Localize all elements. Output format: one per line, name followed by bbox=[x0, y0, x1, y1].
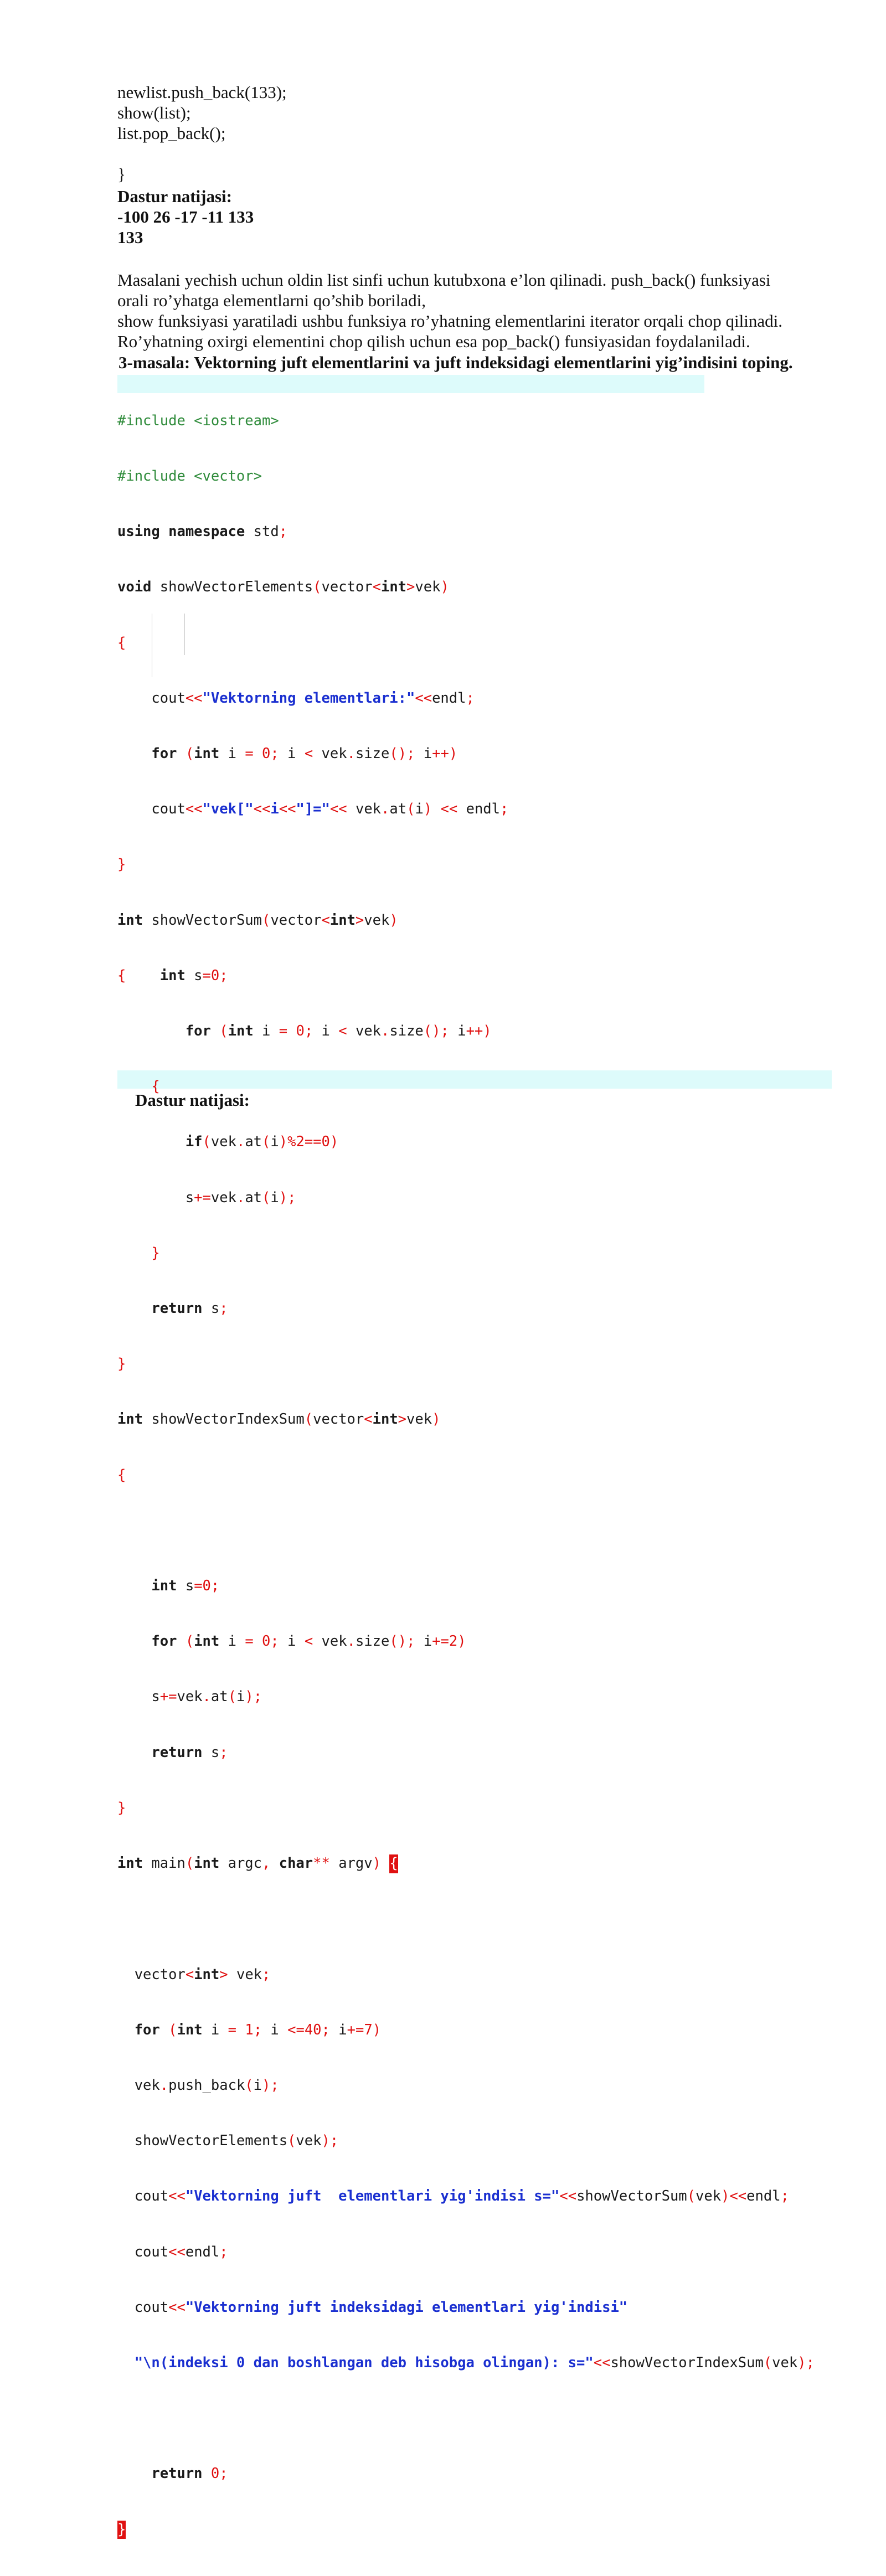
code-token: . bbox=[159, 2077, 169, 2094]
code-token: << bbox=[253, 801, 271, 818]
code-token: ; bbox=[219, 1744, 228, 1761]
code-token: ( bbox=[177, 1633, 194, 1650]
code-token: vector bbox=[321, 579, 373, 596]
intro-line bbox=[117, 143, 287, 164]
code-token: ) bbox=[432, 1411, 441, 1428]
code-line bbox=[117, 1189, 815, 1207]
code-token: return bbox=[117, 1300, 203, 1317]
code-token: 0 bbox=[253, 1633, 271, 1650]
code-token: ( bbox=[304, 1411, 313, 1428]
code-token: 40 bbox=[304, 2021, 322, 2038]
code-token: char bbox=[270, 1855, 313, 1872]
code-token: ; bbox=[270, 1633, 279, 1650]
code-token: i bbox=[270, 1189, 279, 1206]
code-token: ( bbox=[687, 2188, 696, 2205]
code-line bbox=[117, 1522, 815, 1540]
code-token: << bbox=[168, 2188, 186, 2205]
code-token: i bbox=[329, 2021, 347, 2038]
code-token: } bbox=[117, 1244, 160, 1261]
code-token: = bbox=[245, 1633, 254, 1650]
code-token: ( bbox=[313, 579, 322, 596]
code-token: int bbox=[329, 911, 356, 929]
code-token: << bbox=[329, 801, 347, 818]
code-token: ( bbox=[159, 2021, 177, 2038]
code-token: vek bbox=[406, 1411, 432, 1428]
code-line bbox=[117, 412, 815, 430]
code-token: } bbox=[117, 2521, 126, 2539]
intro-line: list.pop_back(); bbox=[117, 123, 226, 143]
code-token: vek bbox=[772, 2354, 798, 2371]
code-token: vek bbox=[347, 1023, 382, 1040]
code-token: "vek[" bbox=[202, 801, 254, 818]
code-token: ; bbox=[321, 2021, 330, 2038]
code-token: showVectorElements bbox=[117, 2132, 288, 2150]
code-token: showVectorElements bbox=[151, 579, 313, 596]
code-token: << bbox=[593, 2354, 611, 2371]
code-token: = bbox=[228, 2021, 236, 2038]
code-token: = bbox=[202, 967, 211, 984]
code-token: += bbox=[194, 1189, 211, 1206]
code-token: ) bbox=[389, 911, 398, 929]
code-token: endl bbox=[432, 689, 466, 707]
code-token: i bbox=[279, 1633, 305, 1650]
code-token: < bbox=[185, 1966, 194, 1983]
code-token: } bbox=[117, 1799, 126, 1816]
code-token: << bbox=[432, 801, 458, 818]
code-token: { bbox=[117, 967, 126, 984]
code-token: ; bbox=[270, 745, 279, 763]
code-token: using namespace bbox=[117, 523, 245, 540]
code-token: << bbox=[559, 2188, 577, 2205]
code-line bbox=[117, 1744, 815, 1762]
code-token: += bbox=[347, 2021, 364, 2038]
code-token: vek bbox=[210, 1189, 236, 1206]
code-token: <= bbox=[287, 2021, 305, 2038]
code-token: ; bbox=[262, 1966, 271, 1983]
code-token: i bbox=[313, 1023, 339, 1040]
code-line bbox=[117, 2409, 815, 2428]
code-token: ( bbox=[202, 1134, 211, 1151]
code-token: 0 bbox=[287, 1023, 305, 1040]
code-token: i bbox=[270, 801, 279, 818]
code-token: 2 bbox=[449, 1633, 458, 1650]
code-token: at bbox=[245, 1134, 262, 1151]
code-token bbox=[381, 1855, 389, 1872]
code-token: at bbox=[389, 801, 407, 818]
code-token: int bbox=[117, 1411, 143, 1428]
intro-line: } bbox=[117, 164, 126, 184]
result-section-1 bbox=[117, 186, 254, 248]
code-token: int bbox=[194, 1855, 220, 1872]
code-token: size bbox=[355, 745, 390, 763]
code-token: "\n(indeksi 0 dan boshlangan deb hisobga olingan): s=" bbox=[117, 2354, 594, 2371]
code-token: = bbox=[279, 1023, 288, 1040]
code-token: int bbox=[117, 1855, 143, 1872]
code-line bbox=[117, 2243, 815, 2261]
code-line bbox=[117, 1966, 815, 1984]
code-token: #include <iostream> bbox=[117, 412, 279, 429]
code-token: } bbox=[117, 856, 126, 873]
code-line bbox=[117, 967, 815, 985]
code-token: . bbox=[381, 801, 390, 818]
code-token: ; bbox=[304, 1023, 313, 1040]
code-token: < bbox=[321, 911, 330, 929]
code-line bbox=[117, 1854, 815, 1873]
code-token: ); bbox=[262, 2077, 279, 2094]
code-token: ( bbox=[262, 1189, 271, 1206]
explanation-line: show funksiyasi yaratiladi ushbu funksiya ro’yhatning elementlarini iterator orqali chop qilinadi. bbox=[117, 311, 782, 331]
code-token: ++) bbox=[466, 1023, 492, 1040]
code-token: vector bbox=[270, 911, 322, 929]
code-token: < bbox=[304, 745, 313, 763]
code-token: i bbox=[219, 1633, 245, 1650]
code-token: "Vektorning elementlari:" bbox=[202, 689, 415, 707]
code-token: vek bbox=[696, 2188, 722, 2205]
code-token: push_back bbox=[168, 2077, 245, 2094]
code-token: i bbox=[415, 745, 432, 763]
code-token: . bbox=[347, 745, 356, 763]
code-token: << bbox=[185, 801, 203, 818]
code-token: void bbox=[117, 579, 152, 596]
code-line bbox=[117, 2021, 815, 2039]
code-token: vector bbox=[313, 1411, 364, 1428]
code-token: (); bbox=[389, 745, 415, 763]
code-token: i bbox=[202, 2021, 228, 2038]
code-token: vek bbox=[228, 1966, 262, 1983]
code-token: int bbox=[380, 579, 407, 596]
code-token: main bbox=[143, 1855, 186, 1872]
code-token: vek bbox=[364, 911, 390, 929]
code-token: 0 bbox=[321, 1134, 330, 1151]
code-token: int bbox=[177, 2021, 203, 2038]
code-token: ) bbox=[721, 2188, 730, 2205]
code-token: ( bbox=[763, 2354, 772, 2371]
code-line bbox=[117, 1632, 815, 1651]
code-line bbox=[117, 2299, 815, 2317]
code-line bbox=[117, 634, 815, 652]
code-line bbox=[117, 1133, 815, 1151]
code-token: "Vektorning juft elementlari yig'indisi s=" bbox=[185, 2188, 560, 2205]
code-line bbox=[117, 800, 815, 818]
code-token: i bbox=[449, 1023, 466, 1040]
code-token: (); bbox=[423, 1023, 449, 1040]
code-token: at bbox=[245, 1189, 262, 1206]
code-line bbox=[117, 2132, 815, 2150]
code-line bbox=[117, 1910, 815, 1928]
code-line bbox=[117, 1355, 815, 1373]
code-token: int bbox=[194, 1966, 220, 1983]
code-token: . bbox=[236, 1189, 245, 1206]
code-line bbox=[117, 1300, 815, 1318]
code-token: at bbox=[210, 1688, 228, 1706]
code-token: i bbox=[236, 1688, 245, 1706]
code-token: += bbox=[159, 1688, 177, 1706]
code-token: < bbox=[338, 1023, 347, 1040]
code-token: 0 bbox=[210, 967, 220, 984]
code-block bbox=[117, 375, 815, 2576]
code-token: if bbox=[117, 1134, 203, 1151]
code-token: > bbox=[355, 911, 364, 929]
code-token: > bbox=[398, 1411, 407, 1428]
code-token: showVectorSum bbox=[576, 2188, 687, 2205]
code-token: 0 bbox=[202, 2465, 220, 2482]
code-line bbox=[117, 523, 815, 541]
explanation-line: Masalani yechish uchun oldin list sinfi uchun kutubxona e’lon qilinadi. push_back() funksiyasi bbox=[117, 270, 771, 290]
code-line bbox=[117, 1410, 815, 1429]
code-token: << bbox=[729, 2188, 747, 2205]
code-token: size bbox=[355, 1633, 390, 1650]
code-token: ; bbox=[466, 689, 475, 707]
code-token: { bbox=[117, 1078, 160, 1095]
code-token: "]=" bbox=[296, 801, 330, 818]
code-token: ( bbox=[228, 1688, 236, 1706]
code-token: > bbox=[219, 1966, 228, 1983]
code-token: << bbox=[415, 689, 432, 707]
code-token: ) bbox=[279, 1134, 288, 1151]
code-token: for bbox=[117, 1633, 177, 1650]
code-token: < bbox=[364, 1411, 373, 1428]
code-token: } bbox=[117, 1356, 126, 1373]
code-token: += bbox=[432, 1633, 449, 1650]
code-line bbox=[117, 1577, 815, 1595]
code-token: s bbox=[117, 1688, 160, 1706]
code-token: for bbox=[117, 745, 177, 763]
explanation bbox=[117, 270, 837, 352]
code-token: ) bbox=[372, 1855, 381, 1872]
code-token: 1 bbox=[236, 2021, 254, 2038]
code-line bbox=[117, 689, 815, 708]
code-token: vek bbox=[210, 1134, 236, 1151]
code-token: s bbox=[117, 1189, 194, 1206]
code-token: ; bbox=[279, 523, 288, 540]
code-token: endl bbox=[185, 2243, 220, 2260]
code-token: cout bbox=[117, 689, 186, 707]
code-token: ) bbox=[440, 579, 449, 596]
code-token: ( bbox=[262, 911, 271, 929]
code-token: ( bbox=[210, 1023, 228, 1040]
code-token: < bbox=[304, 1633, 313, 1650]
code-token: , bbox=[262, 1855, 271, 1872]
code-token: ) bbox=[457, 1633, 466, 1650]
code-line bbox=[117, 1022, 815, 1040]
code-token: vek bbox=[347, 801, 382, 818]
code-token: ; bbox=[219, 2465, 228, 2482]
code-token: showVectorSum bbox=[143, 911, 262, 929]
code-token: s bbox=[202, 1744, 220, 1761]
code-token: 2 bbox=[296, 1134, 305, 1151]
task-title: 3-masala: Vektorning juft elementlarini va juft indeksidagi elementlarini yig’indisini toping. bbox=[119, 353, 793, 372]
code-token: vek bbox=[313, 1633, 347, 1650]
code-token: ; bbox=[500, 801, 509, 818]
code-line bbox=[117, 578, 815, 596]
intro-line: newlist.push_back(133); bbox=[117, 83, 287, 102]
code-token: vector bbox=[117, 1966, 186, 1983]
code-token: s bbox=[202, 1300, 220, 1317]
intro-line: show(list); bbox=[117, 103, 191, 122]
code-token: ; bbox=[210, 1578, 220, 1595]
code-token: i bbox=[415, 801, 424, 818]
code-token: { bbox=[117, 634, 126, 651]
code-line bbox=[117, 1466, 815, 1485]
code-token: < bbox=[372, 579, 381, 596]
code-token: vek bbox=[177, 1688, 203, 1706]
code-line bbox=[117, 2354, 815, 2372]
code-token: ( bbox=[185, 1855, 194, 1872]
code-token: . bbox=[381, 1023, 390, 1040]
code-token: int bbox=[117, 911, 143, 929]
code-token: ; bbox=[219, 2243, 228, 2260]
code-line bbox=[117, 2465, 815, 2483]
code-token: ( bbox=[177, 745, 194, 763]
code-token: std bbox=[245, 523, 279, 540]
code-token: ) bbox=[423, 801, 432, 818]
code-token: . bbox=[202, 1688, 211, 1706]
code-token: showVectorIndexSum bbox=[610, 2354, 764, 2371]
code-token: ); bbox=[797, 2354, 815, 2371]
code-token: for bbox=[117, 2021, 160, 2038]
code-token: vek bbox=[117, 2077, 160, 2094]
code-token: endl bbox=[746, 2188, 781, 2205]
code-token: 0 bbox=[202, 1578, 211, 1595]
code-token: i bbox=[219, 745, 245, 763]
code-line bbox=[117, 2187, 815, 2206]
code-token: i bbox=[253, 1023, 279, 1040]
code-token: << bbox=[185, 689, 203, 707]
code-token: ( bbox=[287, 2132, 296, 2150]
code-token: return bbox=[117, 1744, 203, 1761]
code-token: ; bbox=[219, 967, 228, 984]
code-token: = bbox=[245, 745, 254, 763]
code-token: argv bbox=[329, 1855, 373, 1872]
code-token: i bbox=[270, 1134, 279, 1151]
code-line bbox=[117, 856, 815, 874]
code-line bbox=[117, 467, 815, 486]
result-heading-2: Dastur natijasi: bbox=[135, 1090, 250, 1110]
code-token: ) bbox=[329, 1134, 339, 1151]
code-line bbox=[117, 1799, 815, 1817]
code-token: return bbox=[117, 2465, 203, 2482]
code-token: << bbox=[279, 801, 296, 818]
code-token: i bbox=[415, 1633, 432, 1650]
code-token: (); bbox=[389, 1633, 415, 1650]
code-token: . bbox=[236, 1134, 245, 1151]
code-token: ; bbox=[253, 2021, 262, 2038]
code-token: int bbox=[126, 967, 186, 984]
code-token: ; bbox=[780, 2188, 789, 2205]
code-token: ); bbox=[279, 1189, 296, 1206]
code-token: ); bbox=[245, 1688, 262, 1706]
code-line bbox=[117, 911, 815, 930]
code-token: ++) bbox=[432, 745, 458, 763]
explanation-line: orali ro’yhatga elementlarni qo’shib boriladi, bbox=[117, 291, 426, 310]
intro-code bbox=[117, 82, 287, 184]
code-token: % bbox=[287, 1134, 296, 1151]
code-token: { bbox=[117, 1466, 126, 1483]
code-token: size bbox=[389, 1023, 424, 1040]
code-token: showVectorIndexSum bbox=[143, 1411, 305, 1428]
code-token: << bbox=[168, 2243, 186, 2260]
code-token: s bbox=[185, 967, 203, 984]
code-token: for bbox=[117, 1023, 211, 1040]
result-line: -100 26 -17 -11 133 bbox=[117, 207, 254, 226]
code-token: vek bbox=[415, 579, 441, 596]
code-token: vek bbox=[296, 2132, 322, 2150]
code-token: cout bbox=[117, 801, 186, 818]
code-token: cout bbox=[117, 2299, 169, 2316]
code-token: #include <vector> bbox=[117, 468, 262, 485]
code-token: int bbox=[228, 1023, 254, 1040]
code-token: 7 bbox=[364, 2021, 373, 2038]
code-token: ** bbox=[313, 1855, 330, 1872]
code-token: == bbox=[304, 1134, 322, 1151]
code-line bbox=[117, 2521, 815, 2539]
code-token: 0 bbox=[253, 745, 271, 763]
code-token: i bbox=[253, 2077, 262, 2094]
code-token: int bbox=[117, 1578, 177, 1595]
code-token: s bbox=[177, 1578, 194, 1595]
code-token: int bbox=[194, 745, 220, 763]
code-token: ); bbox=[321, 2132, 339, 2150]
code-token: . bbox=[347, 1633, 356, 1650]
code-token: = bbox=[194, 1578, 203, 1595]
code-token: vek bbox=[313, 745, 347, 763]
code-token: int bbox=[194, 1633, 220, 1650]
code-token: cout bbox=[117, 2243, 169, 2260]
code-token: ) bbox=[372, 2021, 382, 2038]
code-token: endl bbox=[457, 801, 501, 818]
code-token: << bbox=[168, 2299, 186, 2316]
explanation-line: Ro’yhatning oxirgi elementini chop qilish uchun esa pop_back() funsiyasidan foydalaniladi. bbox=[117, 332, 750, 351]
code-token: int bbox=[372, 1411, 398, 1428]
code-token: ( bbox=[262, 1134, 271, 1151]
code-token: ( bbox=[406, 801, 415, 818]
code-line bbox=[117, 745, 815, 763]
code-token: ; bbox=[219, 1300, 228, 1317]
code-line bbox=[117, 1244, 815, 1263]
code-token: cout bbox=[117, 2188, 169, 2205]
code-token: { bbox=[389, 1854, 398, 1873]
result-line: 133 bbox=[117, 228, 143, 247]
code-token: argc bbox=[219, 1855, 262, 1872]
code-token: > bbox=[406, 579, 415, 596]
code-token: "Vektorning juft indeksidagi elementlari yig'indisi" bbox=[185, 2299, 628, 2316]
code-token: i bbox=[262, 2021, 288, 2038]
code-line bbox=[117, 1688, 815, 1706]
code-token: i bbox=[279, 745, 305, 763]
code-line bbox=[117, 2077, 815, 2095]
result-heading: Dastur natijasi: bbox=[117, 187, 232, 206]
code-token: ( bbox=[245, 2077, 254, 2094]
